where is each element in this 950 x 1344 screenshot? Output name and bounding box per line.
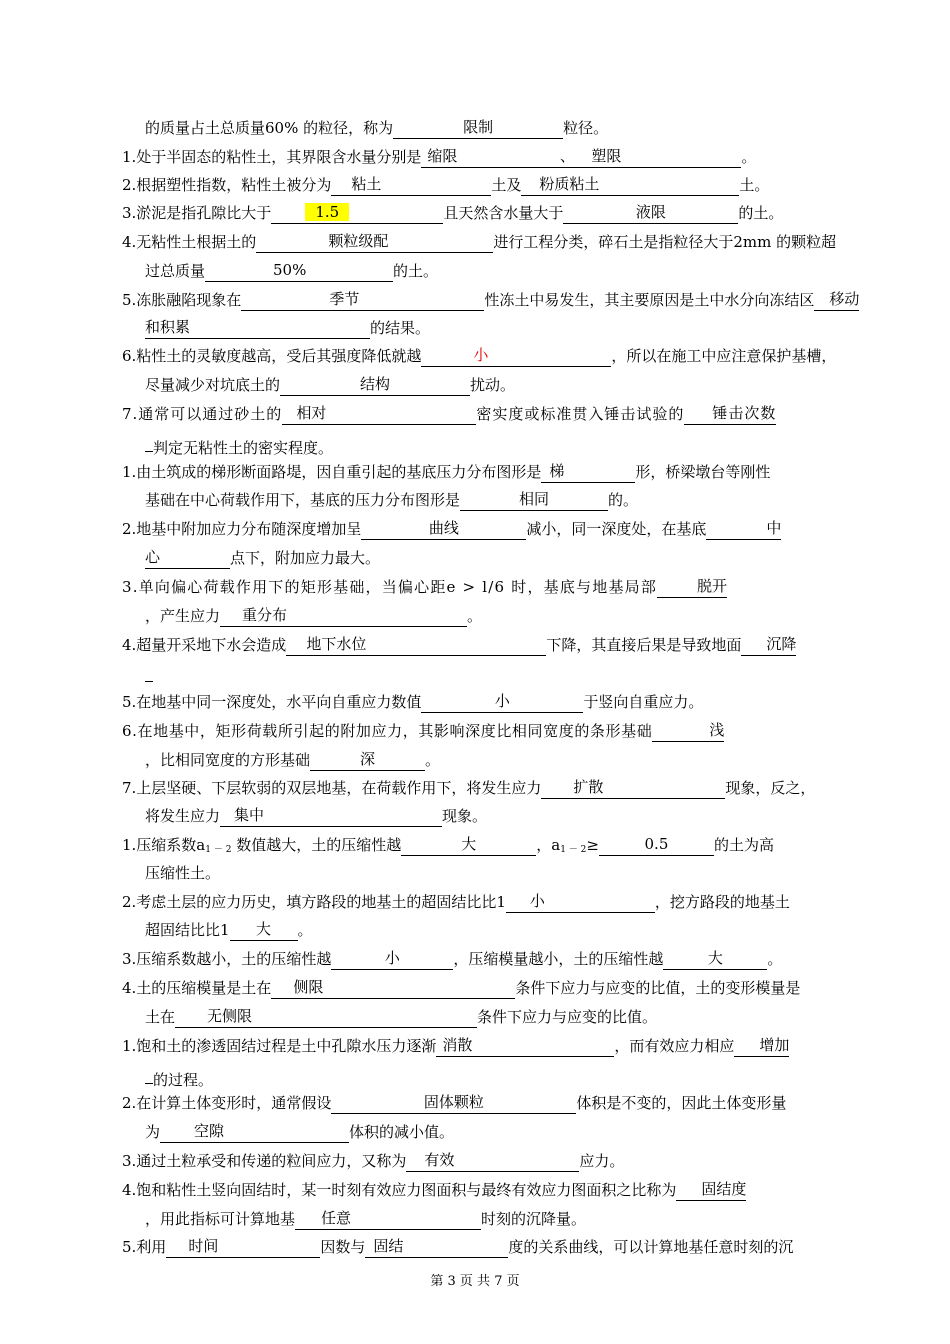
blank-answer: 梯 — [541, 461, 635, 483]
blank-answer: 扩散 — [541, 777, 725, 799]
text-line: 将发生应力 集中 现象。 — [145, 806, 488, 825]
blank-answer: 重分布 — [220, 605, 467, 627]
blank-answer: 相对 — [282, 403, 476, 425]
blank-answer: 颗粒级配 — [256, 231, 493, 253]
blank-answer — [145, 1062, 153, 1084]
blank-answer: 粉质粘土 — [521, 174, 739, 196]
red-answer: 小 — [473, 346, 489, 364]
text-line: 1.由土筑成的梯形断面路堤，因自重引起的基底压力分布图形是 梯 形，桥梁墩台等刚性 — [122, 462, 771, 481]
text-line: 和积累 的结果。 — [145, 318, 431, 337]
text-line: ，产生应力 重分布 。 — [145, 606, 483, 625]
text-line: 5.利用 时间 因数与 固结 度的关系曲线，可以计算地基任意时刻的沉 — [122, 1237, 794, 1256]
text-line: 6.粘性土的灵敏度越高，受后其强度降低就越 小 ，所以在施工中应注意保护基槽， — [122, 346, 837, 365]
text-line: 3.通过土粒承受和传递的粒间应力，又称为 有效 应力。 — [122, 1151, 625, 1170]
blank-answer: 心 — [145, 547, 230, 569]
blank-answer: 小 — [421, 691, 583, 713]
blank-answer: 固结 — [365, 1236, 508, 1258]
text-line: 2.在计算土体变形时，通常假设 固体颗粒 体积是不变的，因此土体变形量 — [122, 1093, 787, 1112]
blank-answer — [271, 202, 443, 224]
blank-answer: 50% — [205, 260, 393, 282]
blank-answer: 任意 — [295, 1208, 481, 1230]
blank-answer: 有效 — [406, 1150, 579, 1172]
text-line: 7.通常可以通过砂土的 相对 密实度或标准贯入锤击试验的 锤击次数 — [122, 404, 777, 423]
text-line: ，用此指标可计算地基 任意 时刻的沉降量。 — [145, 1209, 587, 1228]
blank-answer: 缩限 — [421, 146, 557, 168]
text-line: 心 点下，附加应力最大。 — [145, 548, 381, 567]
text-line: 的过程。 — [145, 1062, 864, 1088]
text-line: 4.超量开采地下水会造成 地下水位 下降，其直接后果是导致地面 沉降 — [122, 635, 797, 654]
blank-answer: 集中 — [220, 805, 442, 827]
blank-answer: 和积累 — [145, 317, 370, 339]
text-line: 压缩性土。 — [145, 864, 221, 882]
blank-answer: 消散 — [436, 1035, 614, 1057]
text-line: 超固结比比1 大 。 — [145, 920, 313, 939]
text-line: 判定无粘性土的密实程度。 — [145, 430, 864, 456]
blank-answer: 空隙 — [160, 1121, 349, 1143]
page-footer: 第 3 页 共 7 页 — [430, 1274, 520, 1289]
blank-answer: 增加 — [734, 1035, 789, 1057]
blank-answer: 固结度 — [676, 1179, 746, 1201]
blank-answer: 结构 — [280, 374, 470, 396]
blank-answer: 深 — [310, 749, 425, 771]
text-line: 3.淤泥是指孔隙比大于 1.5 且天然含水量大于 液限 的土。 — [122, 203, 784, 222]
text-line: 3.单向偏心荷载作用下的矩形基础，当偏心距e > l/6 时，基底与地基局部 脱开 — [122, 577, 728, 596]
blank-answer: 沉降 — [741, 634, 796, 656]
blank-answer — [145, 660, 153, 682]
blank-answer: 时间 — [166, 1236, 320, 1258]
text-line: 土在 无侧限 条件下应力与应变的比值。 — [145, 1007, 658, 1026]
blank-answer: 季节 — [241, 289, 484, 311]
blank-answer: 相同 — [460, 489, 608, 511]
text-line: 1.处于半固态的粘性土，其界限含水量分别是 缩限 、 塑限 。 — [122, 147, 757, 166]
blank-answer: 大 — [230, 919, 298, 941]
blank-answer: 无侧限 — [175, 1006, 477, 1028]
blank-answer: 曲线 — [361, 518, 526, 540]
blank-answer: 小 — [331, 948, 453, 970]
text-line: 3.压缩系数越小，土的压缩性越 小 ，压缩模量越小，土的压缩性越 大 。 — [122, 949, 783, 968]
blank-answer — [421, 345, 611, 367]
text-line: 基础在中心荷载作用下，基底的压力分布图形是 相同 的。 — [145, 490, 639, 509]
blank-answer: 液限 — [563, 202, 738, 224]
blank-answer: 粘土 — [331, 174, 491, 196]
blank-answer: 浅 — [652, 720, 724, 742]
text-line: 5.冻胀融陷现象在 季节 性冻土中易发生，其主要原因是土中水分向冻结区 移动 — [122, 290, 860, 309]
blank-answer: 大 — [663, 948, 767, 970]
blank-answer: 中 — [706, 518, 781, 540]
text-line: 尽量减少对坑底土的 结构 扰动。 — [145, 375, 516, 394]
blank-answer: 小 — [506, 891, 655, 913]
blank-answer: 锤击次数 — [684, 403, 776, 425]
text-line — [145, 660, 864, 686]
text-line: 4.饱和粘性土竖向固结时，某一时刻有效应力图面积与最终有效应力图面积之比称为 固结度 — [122, 1180, 747, 1199]
text-line: 为 空隙 体积的减小值。 — [145, 1122, 455, 1141]
text-line: 7.上层坚硬、下层软弱的双层地基，在荷载作用下，将发生应力 扩散 现象，反之， — [122, 778, 816, 797]
text-line: 4.土的压缩模量是土在 侧限 条件下应力与应变的比值，土的变形模量是 — [122, 978, 801, 997]
text-line: 1.压缩系数$a_{1 - 2}$ 数值越大，土的压缩性越 大 ，$a_{1 - 2}\ge 0.5$ 的土为高 — [122, 835, 774, 855]
blank-answer: 脱开 — [657, 576, 727, 598]
blank-answer: 地下水位 — [286, 634, 546, 656]
text-line: 1.饱和土的渗透固结过程是土中孔隙水压力逐渐 消散 ，而有效应力相应 增加 — [122, 1036, 790, 1055]
text-line: 过总质量 50% 的土。 — [145, 261, 439, 280]
text-line: 2.根据塑性指数，粘性土被分为 粘土 土及 粉质粘土 土。 — [122, 175, 770, 194]
blank-answer: 限制 — [393, 117, 563, 139]
blank-answer: 塑限 — [577, 146, 741, 168]
text-line: 2.地基中附加应力分布随深度增加呈 曲线 减小，同一深度处，在基底 中 — [122, 519, 782, 538]
blank-answer: 移动 — [814, 289, 859, 311]
text-line: ，比相同宽度的方形基础 深 。 — [145, 750, 441, 769]
blank-answer: 大 — [401, 834, 536, 856]
blank-answer: 固体颗粒 — [331, 1092, 576, 1114]
text-line: 6.在地基中，矩形荷载所引起的附加应力，其影响深度比相同宽度的条形基础 浅 — [122, 721, 725, 740]
blank-answer: 0.5 — [599, 834, 714, 856]
text-line: 5.在地基中同一深度处，水平向自重应力数值 小 于竖向自重应力。 — [122, 692, 704, 711]
text-line: 4.无粘性土根据土的 颗粒级配 进行工程分类，碎石土是指粒径大于2mm 的颗粒超 — [122, 232, 837, 251]
text-line: 的质量占土总质量60% 的粒径，称为 限制 粒径。 — [145, 118, 609, 137]
blank-answer — [145, 430, 153, 452]
highlighted-answer: 1.5 — [305, 203, 349, 221]
text-line: 2.考虑土层的应力历史，填方路段的地基土的超固结比比1 小 ，挖方路段的地基土 — [122, 892, 790, 911]
blank-answer: 侧限 — [271, 977, 515, 999]
